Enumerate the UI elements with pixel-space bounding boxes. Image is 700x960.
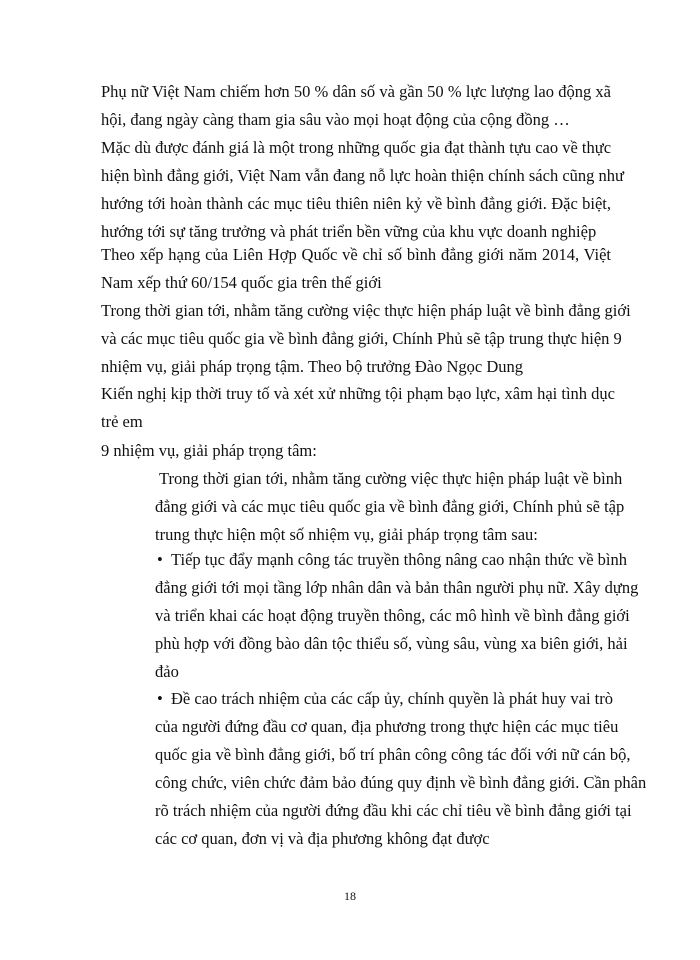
bullet-item-communication (155, 546, 639, 686)
text-line: Trong thời gian tới, nhằm tăng cường việc thực hiện pháp luật về bình (159, 469, 623, 488)
text-line: hướng tới sự tăng trưởng và phát triển bền vững của khu vực doanh nghiệp (101, 222, 597, 241)
paragraph-recommendation (101, 380, 615, 436)
paragraph-un-ranking (101, 241, 611, 297)
text-line: đẳng giới tới mọi tầng lớp nhân dân và bản thân người phụ nữ. Xây dựng (155, 578, 639, 597)
text-line: rõ trách nhiệm của người đứng đầu khi các chỉ tiêu về bình đẳng giới tại (155, 801, 632, 820)
paragraph-women-statistics (101, 78, 611, 134)
text-line: đảo (155, 662, 179, 681)
text-line: Theo xếp hạng của Liên Hợp Quốc về chỉ số bình đẳng giới năm 2014, Việt (101, 245, 611, 264)
text-line: quốc gia về bình đẳng giới, bố trí phân công công tác đối với nữ cán bộ, (155, 745, 631, 764)
bullet-text: Tiếp tục đẩy mạnh công tác truyền thông nâng cao nhận thức về bình (171, 550, 628, 569)
paragraph-gender-equality-achievements (101, 134, 624, 246)
bullet-text: Đề cao trách nhiệm của các cấp ủy, chính quyền là phát huy vai trò (171, 689, 613, 708)
text-line: hướng tới hoàn thành các mục tiêu thiên niên kỷ về bình đẳng giới. Đặc biệt, (101, 194, 611, 213)
text-line: Kiến nghị kịp thời truy tố và xét xử những tội phạm bạo lực, xâm hại tình dục (101, 384, 615, 403)
text-line: của người đứng đầu cơ quan, địa phương trong thực hiện các mục tiêu (155, 717, 619, 736)
text-line: trung thực hiện một số nhiệm vụ, giải pháp trọng tâm sau: (155, 525, 538, 544)
text-line: các cơ quan, đơn vị và địa phương không đạt được (155, 829, 490, 848)
bullet-icon: • (157, 689, 163, 708)
text-line: Trong thời gian tới, nhằm tăng cường việc thực hiện pháp luật về bình đẳng giới (101, 301, 631, 320)
text-line: Phụ nữ Việt Nam chiếm hơn 50 % dân số và gần 50 % lực lượng lao động xã (101, 82, 611, 101)
text-line: nhiệm vụ, giải pháp trọng tậm. Theo bộ trưởng Đào Ngọc Dung (101, 357, 523, 376)
paragraph-government-plan (101, 297, 631, 381)
page-number: 18 (344, 889, 356, 903)
bullet-icon: • (157, 550, 163, 569)
text-line (155, 685, 613, 713)
text-line: đẳng giới và các mục tiêu quốc gia về bình đẳng giới, Chính phủ sẽ tập (155, 497, 625, 516)
text-line: và các mục tiêu quốc gia về bình đẳng giới, Chính Phủ sẽ tập trung thực hiện 9 (101, 329, 622, 348)
text-line: hiện bình đẳng giới, Việt Nam vẫn đang nỗ lực hoàn thiện chính sách cũng như (101, 166, 624, 185)
text-line (155, 546, 628, 574)
section-heading-key-tasks (101, 437, 611, 465)
paragraph-intro-key-tasks (155, 465, 625, 549)
text-line: hội, đang ngày càng tham gia sâu vào mọi hoạt động của cộng đồng … (101, 110, 570, 129)
text-line: công chức, viên chức đảm bảo đúng quy định về bình đẳng giới. Cần phân (155, 773, 647, 792)
bullet-item-responsibility (155, 685, 647, 853)
text-line: Nam xếp thứ 60/154 quốc gia trên thế giới (101, 273, 382, 292)
text-line: trẻ em (101, 412, 143, 431)
text-line: phù hợp với đồng bào dân tộc thiểu số, vùng sâu, vùng xa biên giới, hải (155, 634, 628, 653)
text-line: Mặc dù được đánh giá là một trong những quốc gia đạt thành tựu cao về thực (101, 138, 612, 157)
text-line: 9 nhiệm vụ, giải pháp trọng tâm: (101, 441, 317, 460)
text-line: và triển khai các hoạt động truyền thông, các mô hình về bình đẳng giới (155, 606, 630, 625)
